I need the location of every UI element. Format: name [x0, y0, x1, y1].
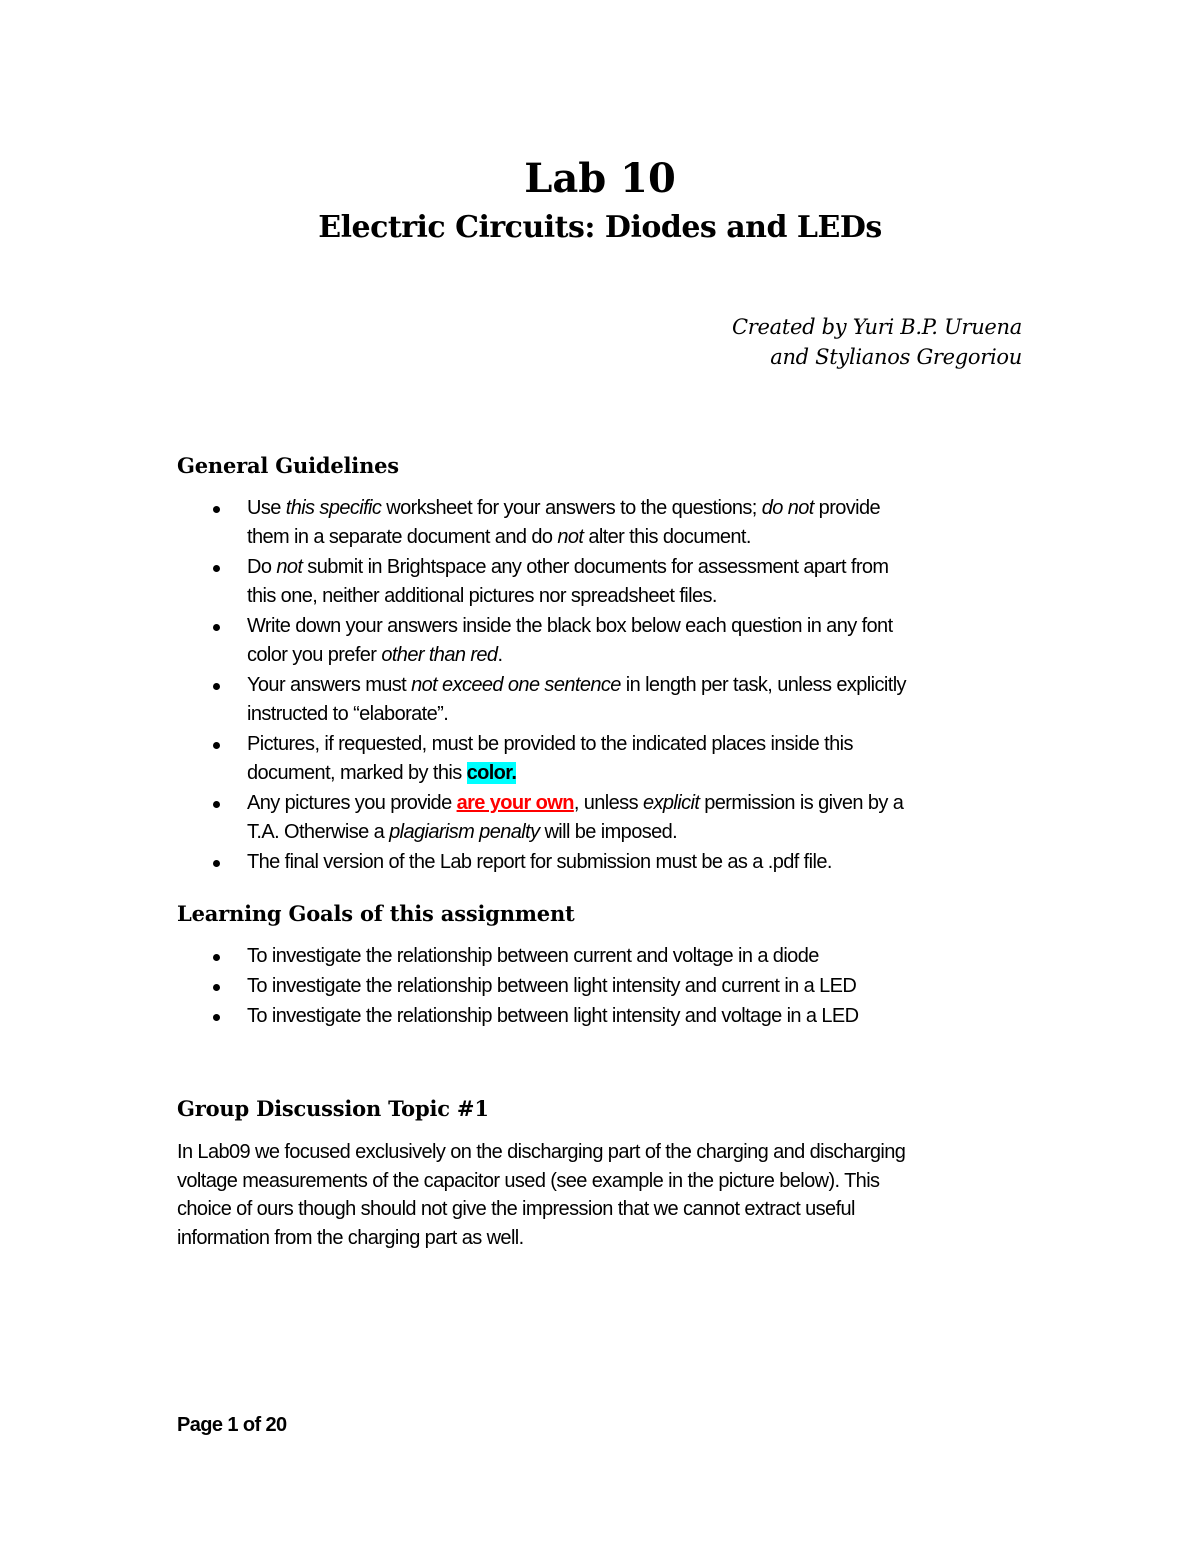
bullet-line — [247, 553, 1037, 582]
text-segment: alter this document. — [583, 526, 751, 548]
bullet-item — [177, 848, 1037, 877]
text-segment: To investigate the relationship between light intensity and voltage in a LED — [247, 1005, 859, 1027]
red-underlined-text: are your own — [456, 792, 574, 814]
guidelines-list — [177, 494, 1037, 878]
emphasis-text: plagiarism penalty — [389, 821, 540, 843]
bullet-line — [247, 612, 1037, 641]
text-segment: The final version of the Lab report for submission must be as a .pdf file. — [247, 851, 832, 873]
emphasis-text: do not — [761, 497, 814, 519]
goals-list — [177, 942, 1037, 1032]
discussion-paragraph — [177, 1138, 1037, 1253]
text-segment: Write down your answers inside the black box below each question in any font — [247, 615, 893, 637]
text-segment: document, marked by this — [247, 762, 467, 784]
credit-line: and Stylianos Gregoriou — [770, 345, 1022, 369]
highlighted-color-sample: color. — [466, 762, 517, 784]
bullet-item — [177, 553, 1037, 611]
bullet-line — [247, 582, 1037, 611]
bullet-line — [247, 789, 1037, 818]
bullet-line — [247, 700, 1037, 729]
paragraph-line: information from the charging part as well. — [177, 1227, 524, 1250]
text-segment: To investigate the relationship between current and voltage in a diode — [247, 945, 819, 967]
text-segment: provide — [813, 497, 881, 519]
paragraph-line: choice of ours though should not give the impression that we cannot extract useful — [177, 1198, 855, 1221]
bullet-line — [247, 818, 1037, 847]
emphasis-text: this specific — [285, 497, 382, 519]
text-segment: Do — [247, 556, 277, 578]
bullet-line — [247, 523, 1037, 552]
bullet-line — [247, 671, 1037, 700]
bullet-item — [177, 730, 1037, 788]
text-segment: color you prefer — [247, 644, 382, 666]
bullet-item — [177, 612, 1037, 670]
bullet-item — [177, 671, 1037, 729]
bullet-line — [247, 759, 1037, 788]
emphasis-text: not — [276, 556, 303, 578]
text-segment: this one, neither additional pictures nor spreadsheet files. — [247, 585, 717, 607]
goals-heading: Learning Goals of this assignment — [177, 901, 575, 926]
text-segment: T.A. Otherwise a — [247, 821, 390, 843]
text-segment: Pictures, if requested, must be provided to the indicated places inside this — [247, 733, 853, 755]
bullet-line — [247, 848, 1037, 877]
bullet-item — [177, 494, 1037, 552]
text-segment: . — [497, 644, 503, 666]
text-segment: instructed to “elaborate”. — [247, 703, 449, 725]
text-segment: Any pictures you provide — [247, 792, 457, 814]
paragraph-line: In Lab09 we focused exclusively on the discharging part of the charging and discharging — [177, 1141, 906, 1163]
bullet-item — [177, 1002, 1037, 1031]
emphasis-text: other than red — [381, 644, 498, 666]
text-segment: , unless — [573, 792, 643, 814]
text-segment: To investigate the relationship between light intensity and current in a LED — [247, 975, 857, 997]
bullet-line — [247, 641, 1037, 670]
bullet-item — [177, 972, 1037, 1001]
text-segment: worksheet for your answers to the questions; — [381, 497, 762, 519]
bullet-item — [177, 789, 1037, 847]
text-segment: Your answers must — [247, 674, 412, 696]
discussion-heading: Group Discussion Topic #1 — [177, 1096, 489, 1121]
text-segment: submit in Brightspace any other documents for assessment apart from — [302, 556, 889, 578]
page-number: Page 1 of 20 — [177, 1414, 287, 1436]
emphasis-text: explicit — [642, 792, 700, 814]
document-title: Lab 10 — [524, 155, 676, 202]
text-segment: will be imposed. — [539, 821, 678, 843]
guidelines-heading: General Guidelines — [177, 453, 399, 478]
text-segment: Use — [247, 497, 286, 519]
bullet-line — [247, 942, 1037, 971]
emphasis-text: not exceed one sentence — [411, 674, 621, 696]
document-subtitle: Electric Circuits: Diodes and LEDs — [318, 210, 882, 245]
text-segment: permission is given by a — [699, 792, 904, 814]
bullet-line — [247, 972, 1037, 1001]
bullet-line — [247, 494, 1037, 523]
text-segment: them in a separate document and do — [247, 526, 558, 548]
credit-line: Created by Yuri B.P. Uruena — [732, 315, 1022, 339]
bullet-line — [247, 730, 1037, 759]
text-segment: in length per task, unless explicitly — [620, 674, 906, 696]
paragraph-line: voltage measurements of the capacitor used (see example in the picture below). This — [177, 1169, 880, 1192]
emphasis-text: not — [557, 526, 584, 548]
bullet-item — [177, 942, 1037, 971]
bullet-line — [247, 1002, 1037, 1031]
